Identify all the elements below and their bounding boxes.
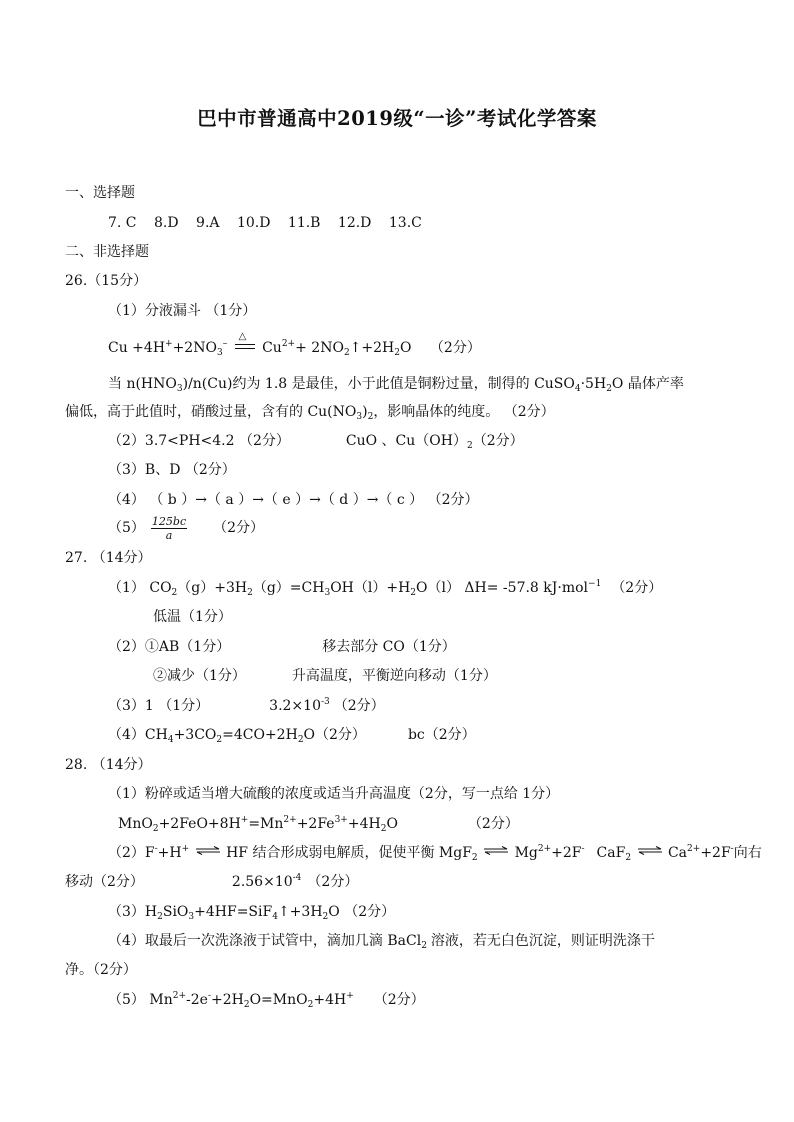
q27-part2-line1: （2）①AB（1分） 移去部分 CO（1分） — [108, 639, 456, 655]
q27-part2-line2: ②减少（1分） 升高温度，平衡逆向移动（1分） — [153, 668, 497, 684]
q28-part4-line1: （4）取最后一次洗涤液于试管中，滴加几滴 BaCl$_2$ 溶液，若无白色沉淀，则证明洗涤干 — [108, 933, 655, 951]
equilibrium-arrow-icon — [637, 846, 663, 855]
heating-condition-icon: △ — [235, 338, 255, 358]
answer-11: 11.B — [287, 215, 321, 231]
q27-part1-line2: 低温（1分） — [153, 609, 232, 625]
q26-equation: $Cu +4H^++2NO_3^-$ △ $Cu^{2+}+$ $2NO_2↑+2H_2O$ （2分） — [108, 331, 481, 358]
page-title: 巴中市普通高中2019级“一诊”考试化学答案 — [197, 107, 597, 130]
section-nonchoice-heading: 二、非选择题 — [65, 244, 149, 260]
q26-heading: 26.（15分） — [65, 273, 148, 289]
answer-13: 13.C — [388, 215, 422, 231]
q28-part1: （1）粉碎或适当增大硫酸的浓度或适当升高温度（2分，写一点给 1分） — [108, 786, 560, 802]
q26-explanation-line1: 当 $n(HNO_3)/n(Cu)$约为 1.8 是最佳，小于此值是铜粉过量，制得的 $CuSO_4\cdot 5H_2O$ 晶体产率 — [108, 376, 684, 394]
choice-answers — [108, 213, 422, 233]
q28-part3: $(3)H_2SiO_3+4HF=SiF_4↑+3H_2O$ （2分） — [108, 904, 396, 922]
q26-explanation-line2: 偏低，高于此值时，硝酸过量，含有的 $Cu(NO_3)_2$，影响晶体的纯度。 （2分） — [65, 404, 555, 422]
equilibrium-arrow-icon — [195, 846, 221, 855]
answer-8: 8.D — [153, 215, 179, 231]
q27-heading: 27. （14分） — [65, 550, 152, 566]
q26-part2: （2）3.7<PH<4.2 （2分） CuO 、$Cu(OH)_2(2$分） — [108, 433, 524, 451]
q27-part4: $(4)CH_4+3CO_2=4CO+2H_2O(2$分） bc（2分） — [108, 727, 476, 745]
answer-10: 10.D — [236, 215, 271, 231]
answer-9: 9.A — [196, 215, 220, 231]
q26-part3: （3）B、D （2分） — [108, 462, 236, 478]
fraction-expression: $\frac{125bc}{a}$ — [151, 514, 187, 542]
q28-part5: （5） $Mn^{2+}-2e^-+2H_2O=MnO_2+4H^+$ （2分） — [108, 991, 425, 1010]
q26-part4: （4） （ b ）→（ a ）→（ e ）→（ d ）→（ c ） （2分） — [108, 492, 479, 508]
q26-part1: （1）分液漏斗 （1分） — [108, 303, 257, 319]
q28-equation: $MnO_2+2FeO+8H^+=Mn^{2+}+2Fe^{3+}+4H_2O$ （2分） — [118, 815, 519, 834]
q27-part1: （1） $CO_2(g)+3H_2(g)=CH_3OH(l)+H_2O(l)$ ΔH= -57.8 kJ·mol$^{-1}$ （2分） — [108, 579, 663, 598]
q28-heading: 28. （14分） — [65, 757, 152, 773]
q28-part2-line1: （2）F-+H+ HF 结合形成弱电解质，促使平衡 MgF$_2$ $Mg^{2+}+2F^-$ CaF$_2$ $Ca^{2+}+2F^-$向右 — [108, 844, 762, 863]
q27-part3: （3）1 （1分） $3.2\times 10^{-3}$ （2分） — [108, 697, 385, 714]
answer-7: 7. C — [108, 215, 137, 231]
q28-part4-line2: 净。（2分） — [65, 962, 137, 978]
answer-12: 12.D — [337, 215, 372, 231]
q26-part5: （5） $\frac{125bc}{a}$ （2分） — [108, 514, 265, 542]
q28-part2-line2: 移动（2分） $2.56\times 10^{-4}$ （2分） — [65, 873, 359, 890]
equilibrium-arrow-icon — [483, 846, 509, 855]
section-choice-heading: 一、选择题 — [65, 185, 135, 201]
